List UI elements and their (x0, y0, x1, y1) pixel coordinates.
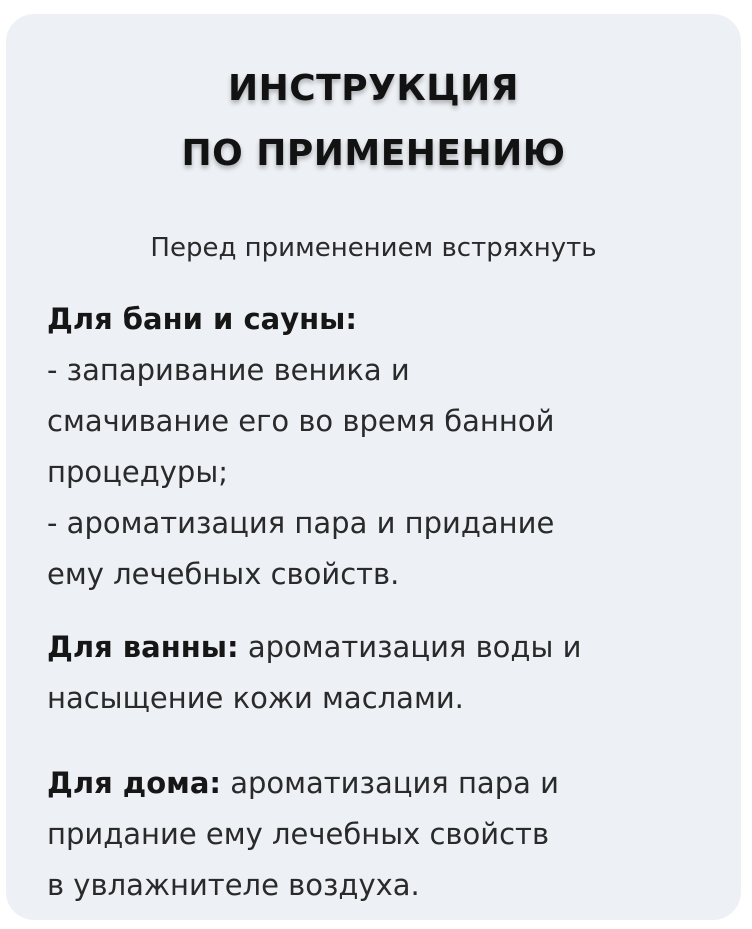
bath-heading: Для ванны: (47, 630, 239, 664)
bath-line-1-wrap (47, 622, 717, 673)
home-heading: Для дома: (47, 766, 221, 800)
home-line-2: придание ему лечебных свойств (47, 817, 550, 851)
bath-line-2: насыщение кожи маслами. (47, 681, 464, 715)
sauna-line-4: - ароматизация пара и придание (47, 506, 555, 540)
instruction-card (6, 14, 741, 920)
home-line-3: в увлажнителе воздуха. (47, 868, 420, 902)
sauna-line-1: - запаривание веника и (47, 353, 410, 387)
sauna-line-3: процедуры; (47, 455, 228, 489)
shake-instruction: Перед применением встряхнуть (150, 233, 597, 263)
bath-line-1: ароматизация воды и (238, 630, 582, 664)
sauna-line-5: ему лечебных свойств. (47, 557, 400, 591)
home-line-1-wrap (47, 758, 717, 809)
title-line-1: ИНСТРУКЦИЯ (227, 68, 520, 109)
title-line-2: ПО ПРИМЕНЕНИЮ (181, 133, 566, 174)
sauna-section (47, 294, 717, 600)
sauna-line-2: смачивание его во время банной (47, 404, 555, 438)
sauna-heading: Для бани и сауны: (47, 302, 357, 336)
bath-section (47, 622, 717, 724)
home-line-1: ароматизация пара и (221, 766, 559, 800)
home-section (47, 758, 717, 911)
